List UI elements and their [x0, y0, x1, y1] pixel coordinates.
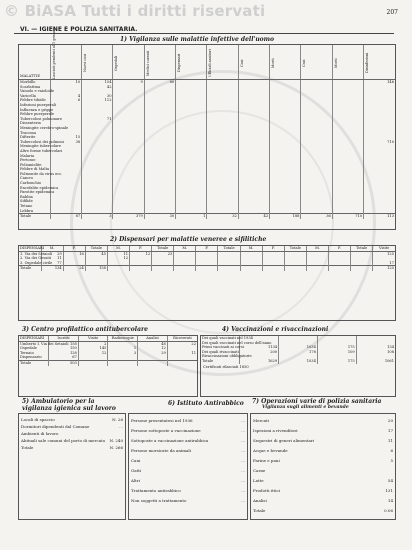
item-label: Trattamento antirabbico	[131, 488, 181, 493]
t2-col-header: F.	[262, 246, 284, 251]
table-cell: Sifilide	[20, 199, 33, 204]
table-cell: 710	[364, 140, 395, 145]
item-value: ...	[119, 424, 123, 429]
table-cell: 48	[138, 341, 168, 346]
item-label: Totale	[21, 445, 34, 450]
table-cell: 17	[373, 261, 395, 266]
t2-col-header: F.	[130, 246, 152, 251]
table-cell: Rabbia	[20, 194, 33, 199]
item-label: Ambienti di lavoro	[21, 431, 59, 436]
t1-title: 1) Vigilanza sulle malattie infettive dell'uomo	[120, 36, 275, 43]
item-label: Non soggetti a trattamento	[131, 498, 187, 503]
list-item	[21, 444, 123, 451]
t5-title: 5) Ambulatorio per la vigilanza igienica sul lavoro	[22, 398, 116, 412]
table-cell: 6	[50, 98, 81, 103]
table-cell: Tetano	[20, 204, 33, 209]
table-cell: Primi vaccinati ai corsi	[202, 345, 244, 350]
table-cell: Infezioni puerperali	[20, 102, 57, 107]
table-cell: Altre forme tubercolari	[20, 148, 63, 153]
table-cell: Difterite	[20, 135, 36, 140]
t2-col-header: Totale	[218, 246, 240, 251]
table-cell: 30	[82, 94, 113, 99]
table-cell: 15	[50, 135, 81, 140]
table-cell: 146	[364, 80, 395, 85]
watermark: © BiASA Tutti i diritti riservati	[4, 2, 266, 20]
table-cell: 1629	[240, 359, 279, 364]
t1-col-label: Dispensari	[177, 53, 182, 73]
table-cell: Scarlattina	[20, 84, 41, 89]
item-label: Persone sottoposte a vaccinazione	[131, 428, 201, 433]
t2-title: 2) Dispensari per malattie veneree e sifilitiche	[110, 236, 267, 243]
t2-col-header: Visite	[373, 246, 395, 251]
item-label: Gatti	[131, 468, 142, 473]
table-cell: 77	[41, 261, 63, 266]
list-item	[253, 426, 393, 436]
table-cell: 1034	[279, 345, 318, 350]
table-cell: 158	[49, 341, 79, 346]
table-cell: 24	[63, 266, 85, 271]
item-label: Latte	[253, 478, 264, 483]
table-cell: Tubercolosi dei polmoni	[20, 139, 64, 144]
table-cell	[240, 266, 262, 271]
table-cell: 145	[78, 346, 108, 351]
list-item	[131, 456, 245, 466]
item-label: Sottoposte a vaccinazione antirabbica	[131, 438, 209, 443]
table-cell: Totale	[19, 266, 41, 271]
table-cell: Carbonchio	[20, 181, 42, 186]
table-cell	[138, 360, 168, 365]
t4-title: 4) Vaccinazioni e rivaccinazioni	[222, 326, 329, 333]
table-cell: Pertosse	[20, 158, 36, 163]
list-item	[253, 446, 393, 456]
table-cell	[152, 266, 174, 271]
table-cell: 1034	[279, 359, 318, 364]
item-value: 17	[387, 428, 393, 433]
table-cell: Totale	[19, 214, 50, 219]
table-cell: Totale	[202, 358, 214, 363]
t3-col-header: Ricoverati	[167, 336, 197, 341]
table-cell: 1061	[356, 359, 395, 364]
t1-col-label: Medici curanti	[145, 50, 150, 76]
t6-title: 6) Istituto Antirabbico	[168, 400, 244, 407]
item-value: 11	[387, 438, 393, 443]
table-cell: Cancro	[20, 176, 34, 181]
table-cell: Varicella	[20, 93, 36, 98]
item-value: N. 266	[109, 445, 123, 450]
item-label: Persone morsicate da animali	[131, 448, 191, 453]
table-cell: 9	[113, 80, 144, 85]
item-label: Acque e bevande	[253, 448, 288, 453]
table-cell: 379	[113, 214, 144, 219]
table-cell: 175	[317, 345, 356, 350]
table-cell: 128	[49, 351, 79, 356]
table-cell: 503	[49, 360, 79, 365]
table-cell	[174, 266, 196, 271]
t2-col-header: DISPENSARI	[20, 246, 45, 250]
t3-col-header: Analisi	[138, 336, 168, 341]
table-cell: Ospedale	[20, 346, 37, 351]
t2-col-header: M.	[174, 246, 196, 251]
table-cell: Dei quali vaccinati nel 1934	[202, 336, 253, 340]
t3-title: 3) Centro profilattico antitubercolare	[22, 326, 148, 333]
table-cell: Febbre puerperale	[20, 112, 55, 117]
item-value: N. 240	[109, 438, 123, 443]
table-cell: 2	[78, 341, 108, 346]
t3-col-header: Iscritti	[49, 336, 79, 341]
table-cell: 1134	[240, 345, 279, 350]
table-cell: 113	[364, 214, 395, 219]
table-cell: 1	[108, 346, 138, 351]
t1-col-label: Ufficiali sanitari	[208, 49, 213, 77]
table-cell	[78, 360, 108, 365]
table-cell: 1. Via dei Setaioli	[20, 251, 53, 256]
table-cell: Tubercolosi polmonare	[20, 116, 62, 121]
item-label: Cani	[131, 458, 141, 463]
t1-col-header	[113, 45, 144, 80]
table-cell: 178	[279, 350, 318, 355]
list-item	[253, 486, 393, 496]
table-cell: 12	[107, 256, 129, 261]
t6-table	[128, 413, 248, 520]
table-cell: 188	[270, 214, 301, 219]
table-cell: 22	[167, 341, 197, 346]
table-cell: 42	[82, 85, 113, 90]
table-cell: Meningite cerebro-spinale	[20, 125, 69, 130]
table-cell: Umberto I. Via dei Setaioli	[20, 341, 69, 346]
table-cell: Meningite tubercolare	[20, 144, 61, 149]
table-cell: 4	[50, 94, 81, 99]
header-rule	[14, 33, 394, 34]
list-item	[253, 436, 393, 446]
t2-col-header: F.	[329, 246, 351, 251]
table-cell: 200	[240, 350, 279, 355]
item-label: Carne	[253, 468, 266, 473]
item-value: ...	[241, 458, 245, 463]
item-label: Analisi	[253, 498, 267, 503]
table-cell: 158	[85, 266, 107, 271]
table-cell	[329, 266, 351, 271]
table-cell: 2. Via dei Gesuiti	[20, 256, 52, 261]
table-cell: 12	[130, 251, 152, 256]
table-cell	[130, 266, 152, 271]
list-item	[21, 437, 123, 444]
table-cell: 112	[82, 98, 113, 103]
t2-col-header: M.	[240, 246, 262, 251]
list-item	[253, 416, 393, 426]
table-cell: 36	[301, 214, 332, 219]
t7-title: 7) Operazioni varie di polizia sanitaria	[252, 398, 382, 405]
table-cell: 45	[85, 251, 107, 256]
t1-col-header	[82, 45, 113, 80]
list-item	[131, 466, 245, 476]
page-number: 207	[386, 9, 398, 16]
table-cell: Rivaccinazioni obbligatorie	[202, 354, 252, 359]
table-cell: Lebbra	[20, 208, 33, 213]
table-cell: Vaiuolo e vaioloide	[20, 89, 55, 94]
table-cell: 32	[207, 214, 238, 219]
table-cell: 71	[82, 117, 113, 122]
table-cell: Dei quali vaccinati nel corso dell'anno	[202, 340, 272, 345]
item-value: 54	[387, 478, 393, 483]
table-cell: Dispensario	[20, 355, 42, 360]
table-cell: 16	[63, 251, 85, 256]
table-cell: 154	[82, 80, 113, 85]
table-cell: Malaria	[20, 153, 35, 158]
table-cell	[306, 266, 328, 271]
t1-col-label: Morti	[271, 58, 276, 68]
t1-col-label: Morti	[333, 58, 338, 68]
item-label: Altri	[131, 478, 140, 483]
list-item	[131, 416, 245, 426]
item-label: Locali di spaccio	[21, 417, 55, 422]
t1-col-label: Casi	[302, 59, 307, 67]
t2-col-header: Totale	[152, 246, 174, 251]
table-cell: 710	[332, 214, 363, 219]
t4-table	[200, 335, 396, 397]
item-label: Farine e pani	[253, 458, 280, 463]
list-item	[131, 496, 245, 506]
t1-col-header	[238, 45, 269, 80]
t1-col-header	[270, 45, 301, 80]
section-header: VI. — IGIENE E POLIZIA SANITARIA.	[20, 26, 138, 33]
item-label: Abituali sale comuni del porto di mercato	[21, 438, 106, 443]
table-cell: 134	[356, 345, 395, 350]
t1-col-header	[207, 45, 238, 80]
table-cell: Febbre di Malta	[20, 167, 50, 172]
table-cell	[218, 266, 240, 271]
table-cell: 87	[50, 214, 81, 219]
item-value: ...	[241, 428, 245, 433]
list-item	[253, 496, 393, 506]
t1-col-label: Lasciati pendenti al 1 gennaio	[51, 27, 56, 79]
t1-col-label: Nuovi casi	[83, 54, 88, 73]
t4-note: Certificati rilasciati 1850	[203, 364, 249, 369]
table-cell: Influenza e grippe	[20, 107, 54, 112]
table-cell	[196, 266, 218, 271]
item-value: ...	[241, 448, 245, 453]
item-label: Dormitori dipendenti dal Comune	[21, 424, 90, 429]
table-cell: 29	[41, 251, 63, 256]
table-cell: 11	[107, 251, 129, 256]
list-item	[131, 446, 245, 456]
item-label: Persone presentatesi nel 1936	[131, 418, 193, 423]
table-cell: Totale	[19, 360, 49, 365]
t1-col-header	[50, 27, 81, 80]
table-cell: 42	[238, 214, 269, 219]
item-label: Totale	[253, 508, 266, 513]
table-cell: 1	[176, 214, 207, 219]
t1-col-label: Disinfezioni	[365, 52, 370, 74]
t7-subtitle: Vigilanza sugli alimenti e bevande	[262, 405, 349, 410]
item-label: Ispezioni a rivenditori	[253, 428, 298, 433]
item-value: ...	[241, 468, 245, 473]
list-item	[21, 430, 123, 437]
total-row	[19, 214, 395, 219]
t1-col-header	[332, 45, 363, 80]
item-value: ...	[241, 498, 245, 503]
item-value: 6	[390, 448, 393, 453]
t2-col-header: Totale	[284, 246, 306, 251]
item-value: ...	[241, 418, 245, 423]
table-cell: 80	[144, 80, 175, 85]
table-cell: Tracoma	[20, 130, 36, 135]
table-cell: 125	[373, 266, 395, 271]
table-cell: 150	[49, 346, 79, 351]
table-cell: Dissenteria	[20, 121, 41, 126]
t7-table	[250, 413, 396, 520]
t1-col-label: Casi	[239, 59, 244, 67]
t1-col-label: MALATTIE	[20, 74, 40, 79]
table-cell	[284, 266, 306, 271]
table-cell: 12	[138, 346, 168, 351]
item-value: N. 26	[112, 417, 123, 422]
table-cell: 30	[144, 214, 175, 219]
item-label: Prodotti ittici	[253, 488, 281, 493]
table-cell: Ternaio	[20, 350, 34, 355]
table-cell: 67	[49, 355, 79, 360]
list-item	[253, 476, 393, 486]
t2-col-header: Totale	[351, 246, 373, 251]
item-value: ...	[241, 438, 245, 443]
list-item	[131, 476, 245, 486]
table-cell	[351, 266, 373, 271]
t2-col-header: M.	[41, 246, 63, 251]
table-cell: 134	[41, 266, 63, 271]
item-value: ...	[241, 478, 245, 483]
t2-col-header: F.	[196, 246, 218, 251]
table-cell: 29	[138, 351, 168, 356]
t5-table	[18, 413, 126, 520]
item-value: ...	[241, 488, 245, 493]
table-cell: 38	[50, 140, 81, 145]
table-cell: Parotite epidemica	[20, 190, 55, 195]
table-cell: 108	[356, 350, 395, 355]
t2-col-header: M.	[306, 246, 328, 251]
table-cell: 175	[317, 359, 356, 364]
list-item	[131, 426, 245, 436]
t1-col-header	[19, 45, 50, 80]
table-cell	[107, 266, 129, 271]
table-cell: 10	[50, 80, 81, 85]
t1-col-header	[144, 45, 175, 80]
total-row	[19, 266, 395, 271]
t2-col-header: F.	[63, 246, 85, 251]
t3-col-header: DISPENSARI	[19, 336, 49, 341]
list-item	[131, 436, 245, 446]
t1-col-header	[176, 45, 207, 80]
t1-col-header	[301, 45, 332, 80]
table-cell: Febbre tifoide	[20, 98, 46, 103]
table-cell	[108, 360, 138, 365]
t2-col-header: M.	[107, 246, 129, 251]
table-cell: 125	[373, 251, 395, 256]
list-item	[253, 466, 393, 476]
table-cell: Morbillo	[20, 80, 36, 84]
item-value: 0.06	[384, 508, 393, 513]
table-cell	[167, 360, 197, 365]
list-item	[253, 506, 393, 516]
item-value: 14	[387, 498, 393, 503]
table-cell: 3	[82, 214, 113, 219]
list-item	[131, 486, 245, 496]
total-row	[19, 360, 197, 365]
table-cell: Dei quali rivaccinati	[202, 349, 239, 354]
item-value: 5	[390, 458, 393, 463]
list-item	[21, 423, 123, 430]
table-cell: 23	[152, 251, 174, 256]
list-item	[21, 416, 123, 423]
t3-col-header: Visite	[78, 336, 108, 341]
t1-col-header	[364, 45, 395, 80]
table-cell: 11	[41, 256, 63, 261]
table-cell: 3. Ospedale civile	[20, 260, 53, 265]
t2-col-header: Totale	[85, 246, 107, 251]
t3-col-header: Radioscopie	[108, 336, 138, 341]
t1-col-label: Ospedali	[114, 55, 119, 71]
table-cell: Polmonite da virus ecc.	[20, 171, 63, 176]
item-value: 131	[385, 488, 393, 493]
item-label: Sequestri di generi alimentari	[253, 438, 315, 443]
table-cell: 11	[167, 351, 197, 356]
table-cell: Encefalite epidemica	[20, 185, 59, 190]
table-cell: Poliomielite	[20, 162, 42, 167]
table-cell: 3	[108, 351, 138, 356]
table-cell	[262, 266, 284, 271]
t3-table	[18, 335, 198, 397]
t2-table	[18, 245, 396, 321]
item-value: 20	[387, 418, 393, 423]
table-cell: 12	[78, 351, 108, 356]
item-label: Mercati	[253, 418, 269, 423]
table-cell: 109	[317, 350, 356, 355]
list-item	[253, 456, 393, 466]
